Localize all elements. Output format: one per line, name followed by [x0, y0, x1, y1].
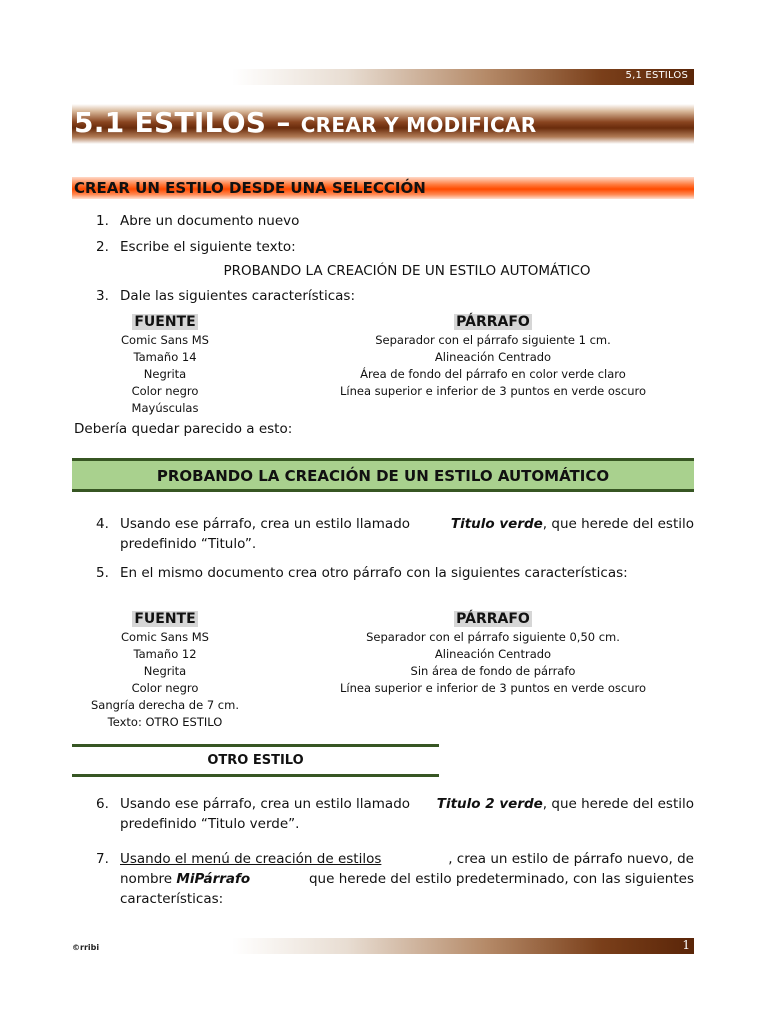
- green-style-example: [72, 458, 694, 492]
- spec2-fuente-item: Negrita: [143, 664, 187, 678]
- step-6-style-name: Titulo 2 verde: [436, 796, 543, 812]
- step-6-line2: predefinido “Titulo verde”.: [120, 816, 300, 832]
- spec2-fuente-item: Comic Sans MS: [121, 630, 209, 644]
- spec2-fuente-column: [80, 608, 250, 731]
- page-title-sub: CREAR Y MODIFICAR: [300, 113, 537, 137]
- otro-style-example-text: OTRO ESTILO: [207, 753, 304, 768]
- spec1-parrafo-item: Línea superior e inferior de 3 puntos en verde oscuro: [339, 384, 647, 398]
- page-title-band: [72, 104, 694, 144]
- spec1-parrafo-list: [293, 332, 693, 400]
- spec2-fuente-item: Tamaño 12: [133, 647, 197, 661]
- section-heading-band: [72, 177, 694, 199]
- spec2-parrafo-header: PÁRRAFO: [456, 611, 530, 627]
- step-7-text: [120, 849, 694, 909]
- spec2-parrafo-list: [293, 629, 693, 697]
- step-6-part2: , que herede del estilo: [542, 796, 694, 812]
- spec1-parrafo-column: [293, 311, 693, 400]
- sample-text: PROBANDO LA CREACIÓN DE UN ESTILO AUTOMÁTICO: [223, 263, 591, 279]
- step-5-number: 5.: [96, 565, 109, 581]
- step-5-text: En el mismo documento crea otro párrafo con la siguientes características:: [120, 565, 628, 581]
- spec2-parrafo-item: Sin área de fondo de párrafo: [410, 664, 576, 678]
- otro-style-example: [72, 744, 439, 777]
- spec2-fuente-list: [80, 629, 250, 731]
- spec2-parrafo-item: Línea superior e inferior de 3 puntos en verde oscuro: [339, 681, 647, 695]
- footer-author: ©rribi: [72, 943, 100, 952]
- step-2-number: 2.: [96, 239, 109, 255]
- spec1-fuente-item: Tamaño 14: [133, 350, 197, 364]
- page-title: [74, 106, 536, 139]
- spec2-fuente-item: Sangría derecha de 7 cm.: [91, 698, 239, 712]
- page-title-main: 5.1 ESTILOS –: [74, 106, 291, 139]
- spec1-parrafo-item: Área de fondo del párrafo en color verde claro: [360, 367, 626, 381]
- spec1-fuente-item: Comic Sans MS: [121, 333, 209, 347]
- step-7-number: 7.: [96, 851, 109, 867]
- section-heading: CREAR UN ESTILO DESDE UNA SELECCIÓN: [74, 179, 426, 197]
- spec1-parrafo-item: Separador con el párrafo siguiente 1 cm.: [375, 333, 611, 347]
- step-2-text: Escribe el siguiente texto:: [120, 239, 296, 255]
- spec2-fuente-item: Color negro: [131, 681, 199, 695]
- step-4-text: [120, 514, 694, 554]
- spec1-fuente-list: [88, 332, 242, 417]
- step-4-style-name: Titulo verde: [450, 516, 543, 532]
- green-style-example-text: PROBANDO LA CREACIÓN DE UN ESTILO AUTOMÁTICO: [156, 467, 610, 485]
- step-3-number: 3.: [96, 288, 109, 304]
- running-header-band: [232, 69, 694, 85]
- spec2-fuente-item: Texto: OTRO ESTILO: [107, 715, 223, 729]
- step-7-link: Usando el menú de creación de estilos: [120, 851, 382, 867]
- step-6-part1: Usando ese párrafo, crea un estilo llamado: [120, 796, 411, 812]
- spec2-parrafo-item: Alineación Centrado: [434, 647, 552, 661]
- spec2-parrafo-column: [293, 608, 693, 697]
- step-6-number: 6.: [96, 796, 109, 812]
- page-number: 1: [682, 938, 690, 952]
- spec1-fuente-item: Mayúsculas: [131, 401, 199, 415]
- step-4-part1: Usando ese párrafo, crea un estilo llamado: [120, 516, 411, 532]
- step-7-part1: , crea un estilo de párrafo nuevo, de: [448, 851, 694, 867]
- step-3-text: Dale las siguientes características:: [120, 288, 356, 304]
- spec2-parrafo-item: Separador con el párrafo siguiente 0,50 cm.: [366, 630, 620, 644]
- spec1-fuente-column: [88, 311, 242, 417]
- footer-band: [232, 938, 694, 954]
- step-4-number: 4.: [96, 516, 109, 532]
- spec1-fuente-item: Negrita: [143, 367, 187, 381]
- result-intro: Debería quedar parecido a esto:: [74, 421, 293, 437]
- step-6-text: [120, 794, 694, 834]
- step-7-line3: características:: [120, 891, 224, 907]
- step-7-line2b: que herede del estilo predeterminado, con las siguientes: [308, 871, 694, 887]
- spec1-fuente-item: Color negro: [131, 384, 199, 398]
- spec1-parrafo-item: Alineación Centrado: [434, 350, 552, 364]
- spec1-fuente-header: FUENTE: [134, 314, 196, 330]
- spec1-parrafo-header: PÁRRAFO: [456, 314, 530, 330]
- step-1-text: Abre un documento nuevo: [120, 213, 300, 229]
- step-7-style-name: MiPárrafo: [176, 871, 251, 887]
- spec2-fuente-header: FUENTE: [134, 611, 196, 627]
- running-header-label: 5,1 ESTILOS: [625, 70, 688, 81]
- step-1-number: 1.: [96, 213, 109, 229]
- step-4-line2: predefinido “Titulo”.: [120, 536, 257, 552]
- step-4-part2: , que herede del estilo: [542, 516, 694, 532]
- step-7-line2a: nombre: [120, 871, 173, 887]
